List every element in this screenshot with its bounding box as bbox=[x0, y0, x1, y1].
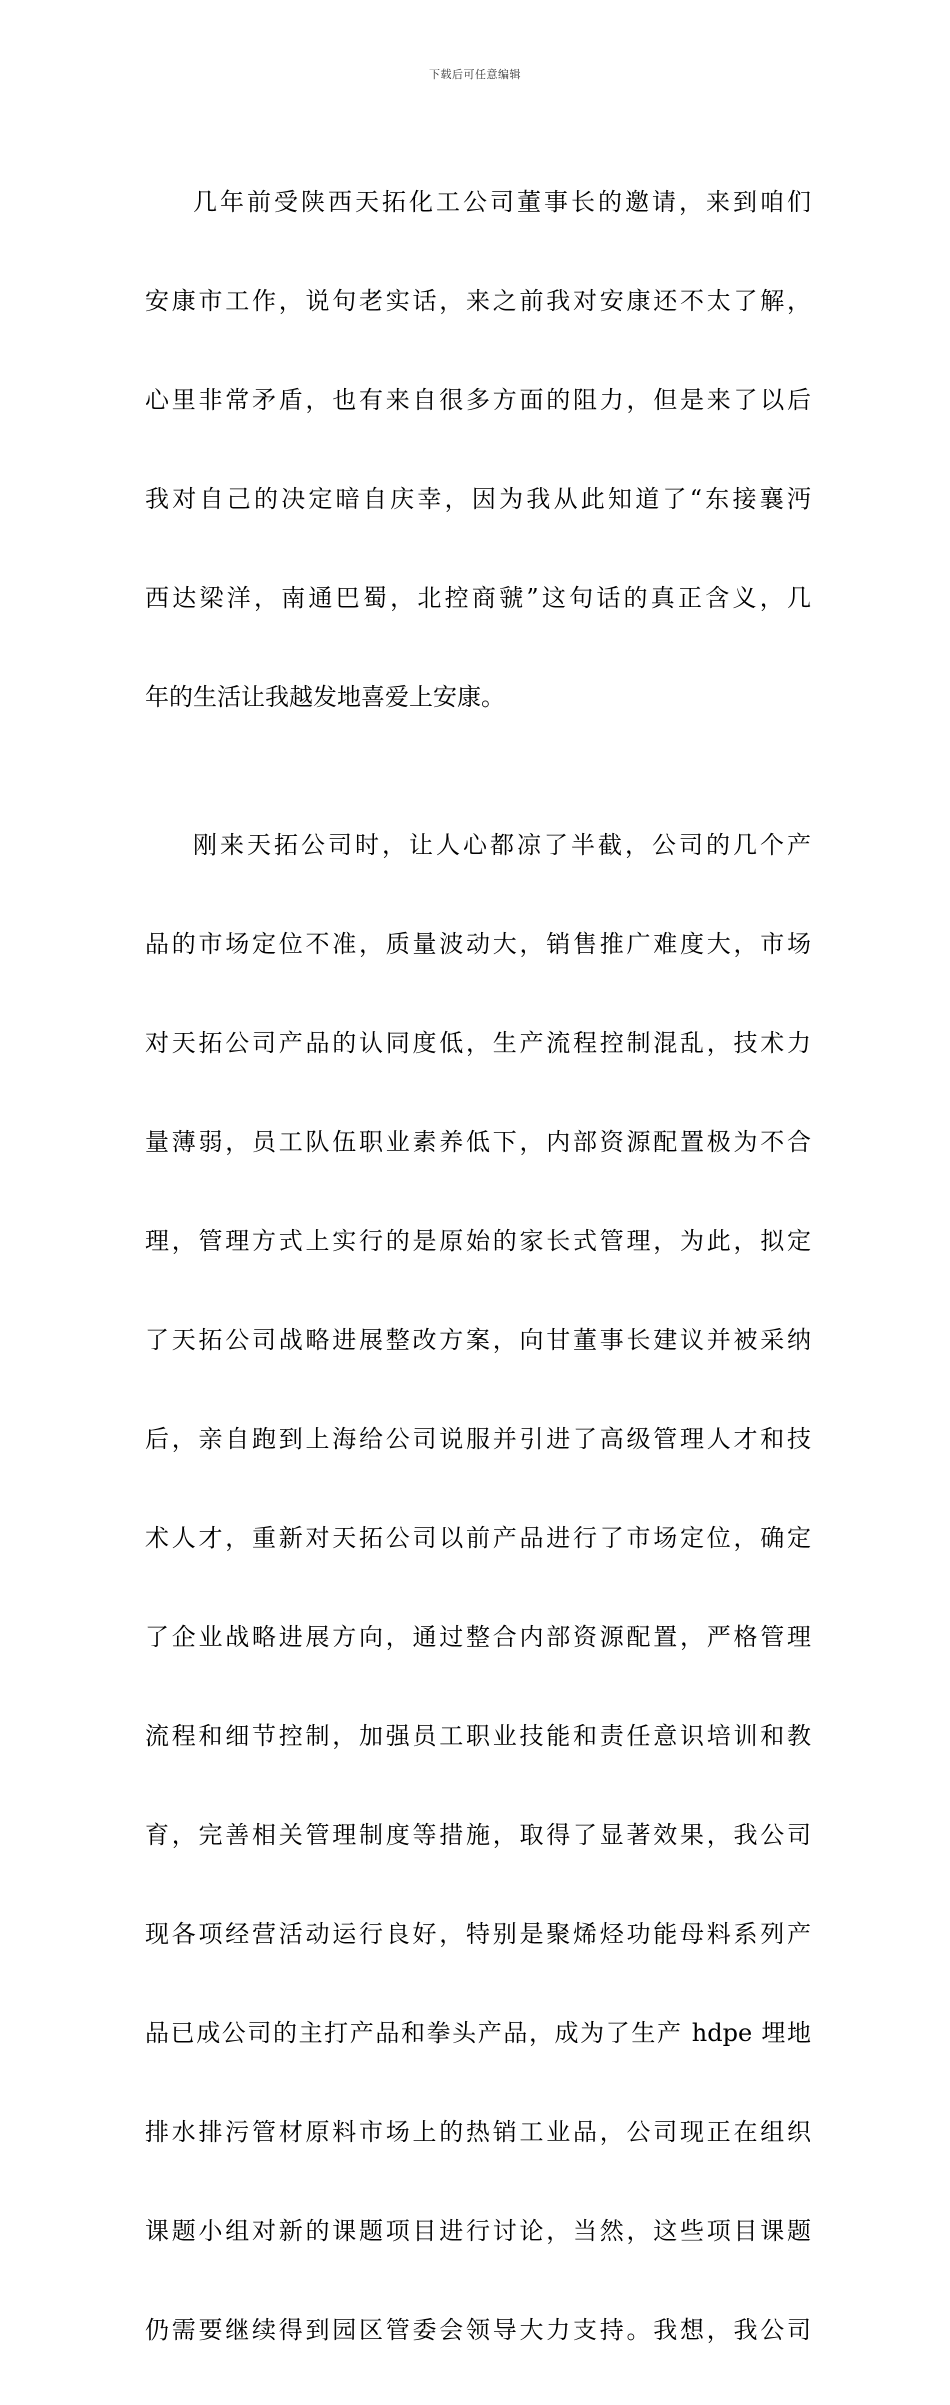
text-line: 流程和细节控制，加强员工职业技能和责任意识培训和教 bbox=[145, 1712, 811, 1762]
page-header: 下载后可任意编辑 bbox=[0, 66, 950, 82]
text-line: 术人才，重新对天拓公司以前产品进行了市场定位，确定 bbox=[145, 1514, 811, 1564]
text-line: 我对自己的决定暗自庆幸，因为我从此知道了“东接襄沔 bbox=[145, 475, 811, 525]
text-line: 年的生活让我越发地喜爱上安康。 bbox=[145, 673, 811, 723]
paragraph-2 bbox=[145, 772, 811, 2405]
text-line: 理，管理方式上实行的是原始的家长式管理，为此，拟定 bbox=[145, 1217, 811, 1267]
text-line: 仍需要继续得到园区管委会领导大力支持。我想，我公司 bbox=[145, 2306, 811, 2356]
text-line: 品已成公司的主打产品和拳头产品，成为了生产 hdpe 埋地 bbox=[145, 2009, 811, 2059]
text-line: 刚来天拓公司时，让人心都凉了半截，公司的几个产 bbox=[145, 821, 811, 871]
text-line: 安康市工作，说句老实话，来之前我对安康还不太了解， bbox=[145, 277, 811, 327]
text-line: 了天拓公司战略进展整改方案，向甘董事长建议并被采纳 bbox=[145, 1316, 811, 1366]
text-line: 课题小组对新的课题项目进行讨论，当然，这些项目课题 bbox=[145, 2207, 811, 2257]
text-line: 量薄弱，员工队伍职业素养低下，内部资源配置极为不合 bbox=[145, 1118, 811, 1168]
text-line: 后，亲自跑到上海给公司说服并引进了高级管理人才和技 bbox=[145, 1415, 811, 1465]
text-line: 西达梁洋，南通巴蜀，北控商虢”这句话的真正含义，几 bbox=[145, 574, 811, 624]
text-line: 排水排污管材原料市场上的热销工业品，公司现正在组织 bbox=[145, 2108, 811, 2158]
document-body bbox=[145, 128, 811, 2405]
text-line: 了企业战略进展方向，通过整合内部资源配置，严格管理 bbox=[145, 1613, 811, 1663]
text-line: 几年前受陕西天拓化工公司董事长的邀请，来到咱们 bbox=[145, 178, 811, 228]
paragraph-1 bbox=[145, 128, 811, 772]
text-line: 品的市场定位不准，质量波动大，销售推广难度大，市场 bbox=[145, 920, 811, 970]
text-line: 对天拓公司产品的认同度低，生产流程控制混乱，技术力 bbox=[145, 1019, 811, 1069]
text-line: 现各项经营活动运行良好，特别是聚烯烃功能母料系列产 bbox=[145, 1910, 811, 1960]
text-line: 心里非常矛盾，也有来自很多方面的阻力，但是来了以后 bbox=[145, 376, 811, 426]
text-line: 育，完善相关管理制度等措施，取得了显著效果，我公司 bbox=[145, 1811, 811, 1861]
